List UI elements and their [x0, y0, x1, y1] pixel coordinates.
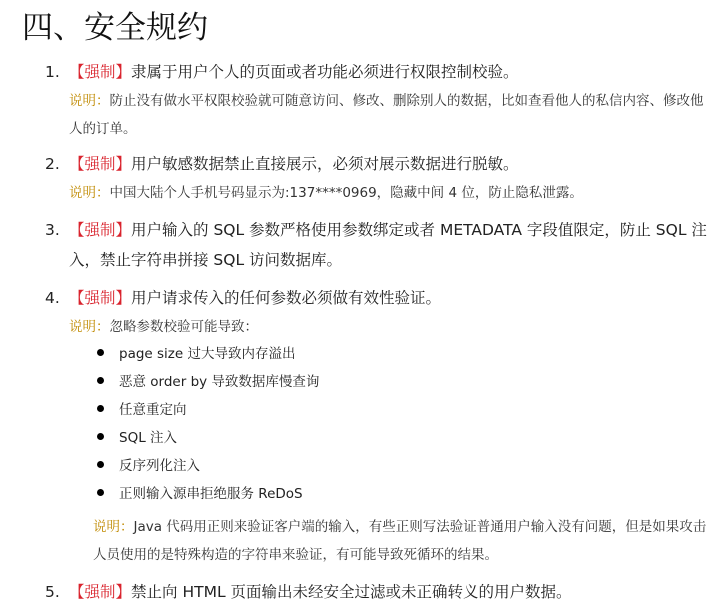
section-title: 四、安全规约	[22, 10, 208, 46]
bullet-icon	[97, 433, 104, 440]
bullet-icon	[97, 405, 104, 412]
note-label: 说明：	[69, 319, 110, 335]
rule-number: 2.	[45, 155, 60, 173]
bullet-icon	[97, 489, 104, 496]
rule-item-1	[45, 57, 715, 143]
rule-note-extra	[93, 513, 715, 569]
bullet-icon	[97, 461, 104, 468]
mandatory-tag: 【强制】	[69, 583, 132, 601]
note-text: 防止没有做水平权限校验就可随意访问、修改、删除别人的数据，比如查看他人的私信内容、修改他人的订单。	[69, 93, 704, 137]
rule-item-2	[45, 149, 715, 207]
rule-text: 用户输入的 SQL 参数严格使用参数绑定或者 METADATA 字段值限定，防止 SQL 注入，禁止字符串拼接 SQL 访问数据库。	[69, 221, 707, 269]
rule-heading	[45, 283, 715, 313]
rule-text: 隶属于用户个人的页面或者功能必须进行权限控制校验。	[131, 63, 519, 81]
bullet-icon	[97, 377, 104, 384]
list-item: page size 过大导致内存溢出	[97, 344, 295, 364]
rule-item-5	[45, 577, 715, 607]
mandatory-tag: 【强制】	[69, 155, 132, 173]
note-text: 忽略参数校验可能导致：	[109, 319, 258, 335]
list-item: 正则输入源串拒绝服务 ReDoS	[97, 484, 303, 504]
rule-heading	[45, 149, 715, 179]
rule-heading	[45, 577, 715, 607]
bullet-icon	[97, 349, 104, 356]
rule-note	[45, 313, 715, 341]
rule-note	[45, 179, 715, 207]
rule-number: 4.	[45, 289, 60, 307]
rule-heading	[45, 215, 715, 275]
rule-number: 1.	[45, 63, 60, 81]
rule-text: 用户敏感数据禁止直接展示，必须对展示数据进行脱敏。	[131, 155, 519, 173]
note-text: Java 代码用正则来验证客户端的输入，有些正则写法验证普通用户输入没有问题，但是如果攻击人员使用的是特殊构造的字符串来验证，有可能导致死循环的结果。	[93, 519, 707, 563]
mandatory-tag: 【强制】	[69, 63, 132, 81]
rule-text: 用户请求传入的任何参数必须做有效性验证。	[131, 289, 442, 307]
list-item: 反序列化注入	[97, 456, 200, 476]
note-label: 说明：	[69, 93, 110, 109]
rule-text: 禁止向 HTML 页面输出未经安全过滤或未正确转义的用户数据。	[131, 583, 572, 601]
list-item: 恶意 order by 导致数据库慢查询	[97, 372, 319, 392]
rule-item-4	[45, 283, 715, 341]
rule-number: 5.	[45, 583, 60, 601]
rule-number: 3.	[45, 221, 60, 239]
rule-heading	[45, 57, 715, 87]
list-item: 任意重定向	[97, 400, 187, 420]
mandatory-tag: 【强制】	[69, 289, 132, 307]
mandatory-tag: 【强制】	[69, 221, 132, 239]
rule-note	[45, 87, 715, 143]
list-item: SQL 注入	[97, 428, 177, 448]
rule-item-3	[45, 215, 715, 275]
note-label: 说明：	[69, 185, 110, 201]
note-text: 中国大陆个人手机号码显示为:137****0969，隐藏中间 4 位，防止隐私泄露。	[109, 185, 583, 201]
note-label: 说明：	[93, 519, 134, 535]
